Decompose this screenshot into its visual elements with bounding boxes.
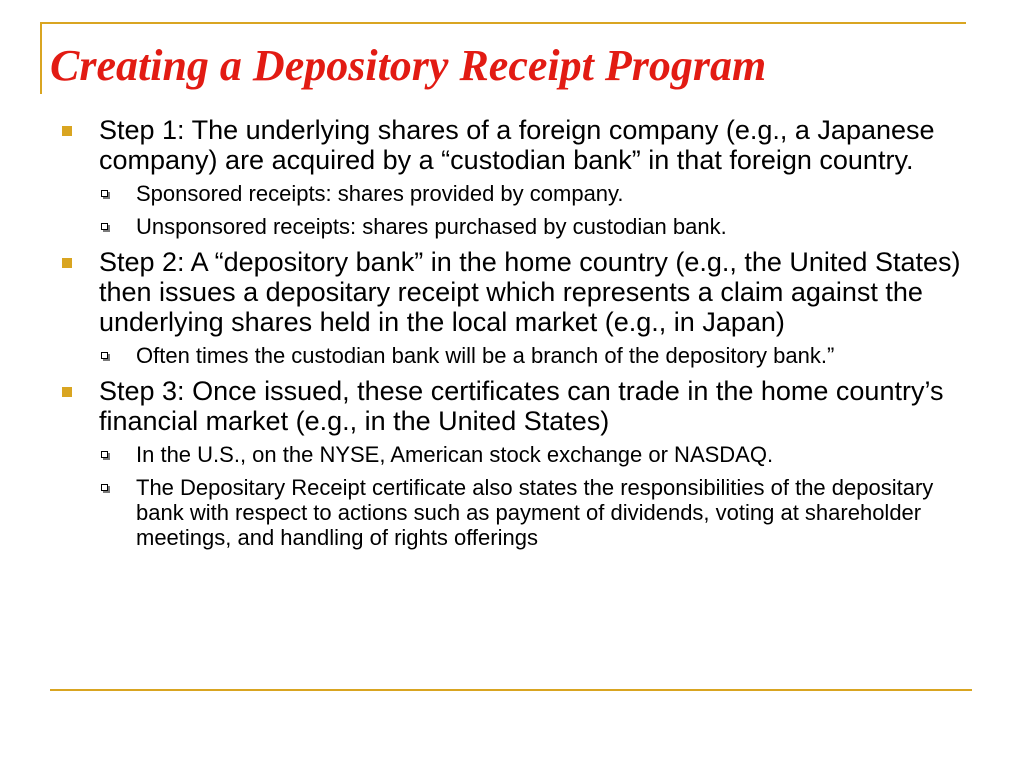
step-1-text: Step 1: The underlying shares of a foreign company (e.g., a Japanese company) are acquired by a “custodian bank” in that foreign country. xyxy=(99,115,935,175)
left-border-line xyxy=(40,22,42,94)
hollow-square-bullet-icon xyxy=(101,451,108,458)
sub-item xyxy=(60,214,970,239)
hollow-square-bullet-icon xyxy=(101,352,108,359)
step-2-text: Step 2: A “depository bank” in the home country (e.g., the United States) then issues a depositary receipt which represents a claim against the underlying shares held in the local market (e.g., in Japan) xyxy=(99,247,961,337)
hollow-square-bullet-icon xyxy=(101,190,108,197)
sub-item-text: The Depositary Receipt certificate also states the responsibilities of the depositary bank with respect to actions such as payment of dividends, voting at shareholder meetings, and handling of rights offerings xyxy=(136,475,934,550)
sub-item-text: In the U.S., on the NYSE, American stock exchange or NASDAQ. xyxy=(136,442,774,467)
top-border-line xyxy=(40,22,966,24)
sub-item xyxy=(60,343,970,368)
step-1-subitems xyxy=(60,181,970,239)
sub-item xyxy=(60,475,970,550)
step-3-subitems xyxy=(60,442,970,550)
slide-title: Creating a Depository Receipt Program xyxy=(50,41,767,90)
step-3-text: Step 3: Once issued, these certificates can trade in the home country’s financial market (e.g., in the United States) xyxy=(99,376,944,436)
hollow-square-bullet-icon xyxy=(101,223,108,230)
bullet-list xyxy=(60,115,970,558)
bottom-border-line xyxy=(50,689,972,691)
step-2-subitems xyxy=(60,343,970,368)
square-bullet-icon xyxy=(62,387,72,397)
sub-item-text: Often times the custodian bank will be a branch of the depository bank.” xyxy=(136,343,835,368)
sub-item-text: Sponsored receipts: shares provided by company. xyxy=(136,181,624,206)
square-bullet-icon xyxy=(62,126,72,136)
sub-item xyxy=(60,442,970,467)
step-1-item xyxy=(60,115,970,175)
sub-item-text: Unsponsored receipts: shares purchased by custodian bank. xyxy=(136,214,727,239)
step-2-item xyxy=(60,247,970,337)
square-bullet-icon xyxy=(62,258,72,268)
step-3-item xyxy=(60,376,970,436)
sub-item xyxy=(60,181,970,206)
hollow-square-bullet-icon xyxy=(101,484,108,491)
